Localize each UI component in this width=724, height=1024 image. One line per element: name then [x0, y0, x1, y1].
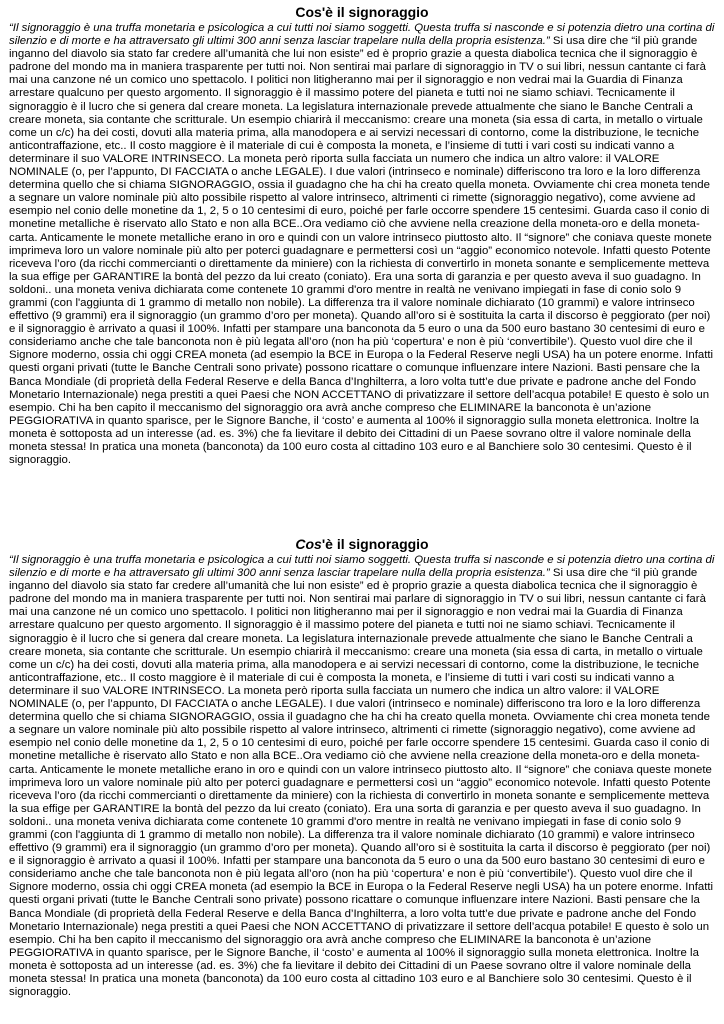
article-body — [9, 554, 715, 999]
article-body — [9, 22, 715, 467]
article-section-repeat — [9, 536, 715, 999]
article-text: Si usa dire che “il più grande inganno del diavolo sia stato far credere all’umanità che lui non esiste” ed è proprio grazie a questa diabolica tecnica che il signoraggio è padrone del mondo ma in maniera trasparente per tutti noi. Non sentirai mai parlare di signoraggio in TV o sui libri, nessun cantante ci farà mai una canzone né un comico uno spettacolo. I politici non litigheranno mai per il signoraggio e non vedrai mai la Guardia di Finanza arrestare qualcuno per questo argomento. Il signoraggio è il massimo potere del pianeta e tutti noi ne siamo schiavi. Tecnicamente il signoraggio è il lucro che si genera dal creare moneta. La legislatura internazionale prevede attualmente che siano le Banche Centrali a creare moneta, sia contante che scritturale. Un esempio chiarirà il meccanismo: creare una moneta (sia essa di carta, in metallo o virtuale come un c/c) ha dei costi, dovuti alla materia prima, alla manodopera e ai servizi necessari di contorno, come la distribuzione, le tecniche anticontraffazione, etc.. Il costo maggiore è il materiale di cui è composta la moneta, e l’insieme di tutti i vari costi su indicati vanno a determinare il suo VALORE INTRINSECO. La moneta però riporta sulla facciata un numero che indica un altro valore: il VALORE NOMINALE (o, per l’appunto, DI FACCIATA o anche LEGALE). I due valori (intrinseco e nominale) differiscono tra loro e la loro differenza determina quello che si chiama SIGNORAGGIO, ossia il guadagno che ha chi ha creato quella moneta. Ovviamente chi crea moneta tende a segnare un valore nominale più alto possibile rispetto al valore intrinseco, altrimenti ci rimette (signoraggio negativo), come avviene ad esempio nel conio delle monetine da 1, 2, 5 o 10 centesimi di euro, poiché per farle occorre spendere 15 centesimi. Guarda caso il conio di monetine metalliche è riservato allo Stato e non alla BCE..Ora vediamo ciò che avviene nella creazione della moneta-oro e della moneta-carta. Anticamente le monete metalliche erano in oro e quindi con un valore intrinseco piuttosto alto. Il “signore” che coniava queste monete imprimeva loro un valore nominale più alto per poterci guadagnare e permettersi così un “aggio” economico notevole. Infatti questo Potente riceveva l’oro (da ricchi commercianti o direttamente da miniere) con la richiesta di convertirlo in moneta sonante e semplicemente metteva la sua effige per GARANTIRE la bontà del pezzo da lui creato (coniato). Era una sorta di garanzia e per questo aveva il suo guadagno. In soldoni.. una moneta veniva dichiarata come contenete 10 grammi d'oro mentre in realtà ne venivano impiegati in fase di conio solo 9 grammi (con l'aggiunta di 1 grammo di metallo non nobile). La differenza tra il valore nominale dichiarato (10 grammi) e valore intrinseco effettivo (9 grammi) era il signoraggio (un grammo d’oro per moneta). Quando all’oro si è sostituita la carta il discorso è peggiorato (per noi) e il signoraggio è arrivato a quasi il 100%. Infatti per stampare una banconota da 5 euro o una da 500 euro bastano 30 centesimi di euro e consideriamo anche che tale banconota non è più legata all’oro (non ha più ‘copertura’ e non è più ‘convertibile’). Questo vuol dire che il Signore moderno, ossia chi oggi CREA moneta (ad esempio la BCE in Europa o la Federal Reserve negli USA) ha un potere enorme. Infatti questi organi privati (tutte le Banche Centrali sono private) possono ricattare o comunque influenzare intere Nazioni. Basti pensare che la Banca Mondiale (di proprietà della Federal Reserve e della Banca d’Inghilterra, a loro volta tutt’e due private e padrone anche del Fondo Monetario Internazionale) nega prestiti a quei Paesi che NON ACCETTANO di privatizzare il settore dell’acqua potabile! E questo è solo un esempio. Chi ha ben capito il meccanismo del signoraggio ora avrà anche compreso che ELIMINARE la banconota è un’azione PEGGIORATIVA in quanto sparisce, per le Signore Banche, il ‘costo’ e aumenta al 100% il signoraggio sulla moneta elettronica. Inoltre la moneta è sottoposta ad un interesse (ad. es. 3%) che fa lievitare il debito dei Cittadini di un Paese sovrano oltre il valore nominale della moneta stessa! In pratica una moneta (banconota) da 100 euro costa al cittadino 103 euro e al Banchiere solo 30 centesimi. Questo è il signoraggio. — [9, 35, 714, 467]
article-title — [9, 4, 715, 21]
article-quote: “Il signoraggio è una truffa monetaria e psicologica a cui tutti noi siamo soggetti. Questa truffa si nasconde e si potenzia dietro una cortina di silenzio e di morte e ha attraversato gli ultimi 300 anni senza lasciar trapelare nulla della propria esistenza.” — [9, 22, 715, 48]
article-text: Si usa dire che “il più grande inganno del diavolo sia stato far credere all’umanità che lui non esiste” ed è proprio grazie a questa diabolica tecnica che il signoraggio è padrone del mondo ma in maniera trasparente per tutti noi. Non sentirai mai parlare di signoraggio in TV o sui libri, nessun cantante ci farà mai una canzone né un comico uno spettacolo. I politici non litigheranno mai per il signoraggio e non vedrai mai la Guardia di Finanza arrestare qualcuno per questo argomento. Il signoraggio è il massimo potere del pianeta e tutti noi ne siamo schiavi. Tecnicamente il signoraggio è il lucro che si genera dal creare moneta. La legislatura internazionale prevede attualmente che siano le Banche Centrali a creare moneta, sia contante che scritturale. Un esempio chiarirà il meccanismo: creare una moneta (sia essa di carta, in metallo o virtuale come un c/c) ha dei costi, dovuti alla materia prima, alla manodopera e ai servizi necessari di contorno, come la distribuzione, le tecniche anticontraffazione, etc.. Il costo maggiore è il materiale di cui è composta la moneta, e l’insieme di tutti i vari costi su indicati vanno a determinare il suo VALORE INTRINSECO. La moneta però riporta sulla facciata un numero che indica un altro valore: il VALORE NOMINALE (o, per l’appunto, DI FACCIATA o anche LEGALE). I due valori (intrinseco e nominale) differiscono tra loro e la loro differenza determina quello che si chiama SIGNORAGGIO, ossia il guadagno che ha chi ha creato quella moneta. Ovviamente chi crea moneta tende a segnare un valore nominale più alto possibile rispetto al valore intrinseco, altrimenti ci rimette (signoraggio negativo), come avviene ad esempio nel conio delle monetine da 1, 2, 5 o 10 centesimi di euro, poiché per farle occorre spendere 15 centesimi. Guarda caso il conio di monetine metalliche è riservato allo Stato e non alla BCE..Ora vediamo ciò che avviene nella creazione della moneta-oro e della moneta-carta. Anticamente le monete metalliche erano in oro e quindi con un valore intrinseco piuttosto alto. Il “signore” che coniava queste monete imprimeva loro un valore nominale più alto per poterci guadagnare e permettersi così un “aggio” economico notevole. Infatti questo Potente riceveva l’oro (da ricchi commercianti o direttamente da miniere) con la richiesta di convertirlo in moneta sonante e semplicemente metteva la sua effige per GARANTIRE la bontà del pezzo da lui creato (coniato). Era una sorta di garanzia e per questo aveva il suo guadagno. In soldoni.. una moneta veniva dichiarata come contenete 10 grammi d'oro mentre in realtà ne venivano impiegati in fase di conio solo 9 grammi (con l'aggiunta di 1 grammo di metallo non nobile). La differenza tra il valore nominale dichiarato (10 grammi) e valore intrinseco effettivo (9 grammi) era il signoraggio (un grammo d’oro per moneta). Quando all’oro si è sostituita la carta il discorso è peggiorato (per noi) e il signoraggio è arrivato a quasi il 100%. Infatti per stampare una banconota da 5 euro o una da 500 euro bastano 30 centesimi di euro e consideriamo anche che tale banconota non è più legata all’oro (non ha più ‘copertura’ e non è più ‘convertibile’). Questo vuol dire che il Signore moderno, ossia chi oggi CREA moneta (ad esempio la BCE in Europa o la Federal Reserve negli USA) ha un potere enorme. Infatti questi organi privati (tutte le Banche Centrali sono private) possono ricattare o comunque influenzare intere Nazioni. Basti pensare che la Banca Mondiale (di proprietà della Federal Reserve e della Banca d’Inghilterra, a loro volta tutt’e due private e padrone anche del Fondo Monetario Internazionale) nega prestiti a quei Paesi che NON ACCETTANO di privatizzare il settore dell’acqua potabile! E questo è solo un esempio. Chi ha ben capito il meccanismo del signoraggio ora avrà anche compreso che ELIMINARE la banconota è un’azione PEGGIORATIVA in quanto sparisce, per le Signore Banche, il ‘costo’ e aumenta al 100% il signoraggio sulla moneta elettronica. Inoltre la moneta è sottoposta ad un interesse (ad. es. 3%) che fa lievitare il debito dei Cittadini di un Paese sovrano oltre il valore nominale della moneta stessa! In pratica una moneta (banconota) da 100 euro costa al cittadino 103 euro e al Banchiere solo 30 centesimi. Questo è il signoraggio. — [9, 567, 714, 999]
article-title-main: Cos'è il signoraggio — [295, 4, 429, 20]
article-quote: “Il signoraggio è una truffa monetaria e psicologica a cui tutti noi siamo soggetti. Questa truffa si nasconde e si potenzia dietro una cortina di silenzio e di morte e ha attraversato gli ultimi 300 anni senza lasciar trapelare nulla della propria esistenza.” — [9, 554, 715, 580]
article-title — [9, 536, 715, 553]
article-title-prefix: Cos — [295, 536, 322, 552]
article-title-main: 'è il signoraggio — [321, 536, 429, 552]
article-section — [9, 4, 715, 467]
